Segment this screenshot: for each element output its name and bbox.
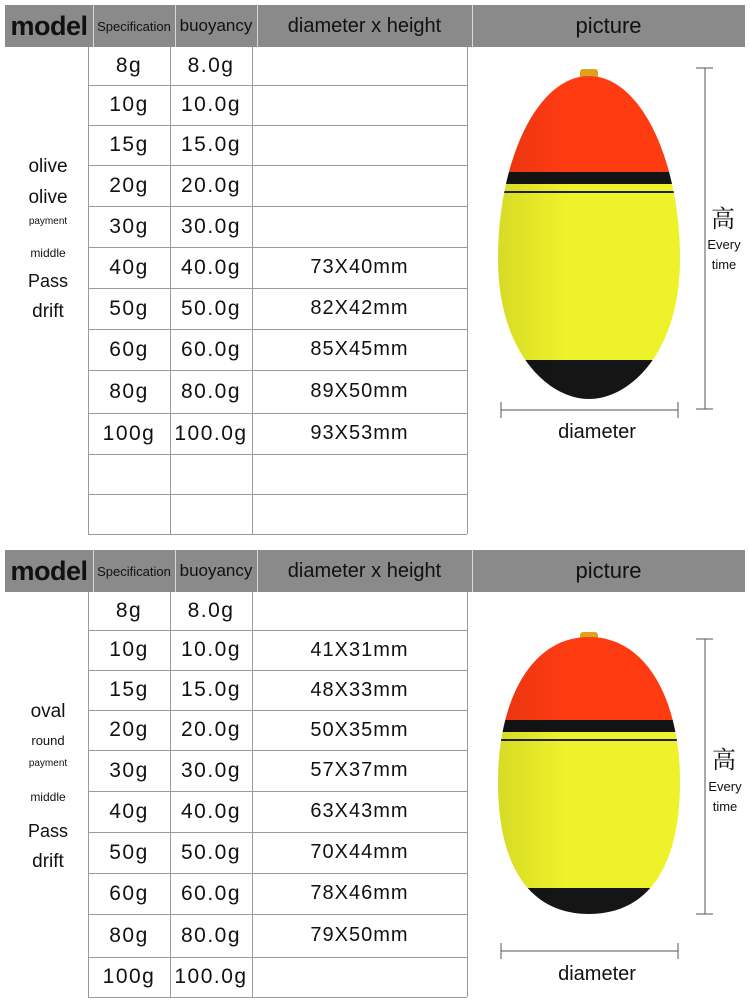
float-picture <box>468 592 745 1000</box>
cell-spec: 40g <box>109 255 149 279</box>
cell-spec: 80g <box>109 379 149 403</box>
header-model: model <box>10 10 88 41</box>
cell-buoyancy: 8.0g <box>187 599 235 622</box>
model-line: Pass <box>27 271 69 291</box>
model-name <box>8 157 88 332</box>
cell-buoyancy <box>170 494 252 534</box>
model-line: middle <box>30 790 66 804</box>
cell-spec: 10g <box>109 93 149 116</box>
height-label: Every <box>708 779 742 794</box>
cell-dim: 82X42mm <box>310 297 409 319</box>
cell-dim: 73X40mm <box>310 256 409 278</box>
height-label: Every <box>707 237 741 252</box>
model-line: Pass <box>27 821 69 841</box>
row-divider <box>88 534 467 535</box>
cell-buoyancy: 8.0g <box>187 54 235 77</box>
cell-dim: 89X50mm <box>310 380 409 402</box>
cell-buoyancy: 30.0g <box>180 758 242 782</box>
cell-dim: 70X44mm <box>310 841 409 863</box>
cell-dim: 57X37mm <box>310 759 409 781</box>
cell-buoyancy: 60.0g <box>180 337 242 361</box>
cell-spec: 8g <box>115 54 143 77</box>
cell-dim: 79X50mm <box>310 924 409 946</box>
cell-spec <box>88 454 170 494</box>
model-line: payment <box>28 216 68 227</box>
header-specification: Specification <box>97 563 171 579</box>
cell-spec: 15g <box>109 678 149 701</box>
column-divider <box>88 47 89 534</box>
cell-spec: 80g <box>109 923 149 947</box>
model-line: drift <box>32 301 64 322</box>
float-picture <box>468 47 745 467</box>
cell-spec: 30g <box>109 214 149 238</box>
table-section-olive <box>0 5 750 535</box>
cell-dim: 50X35mm <box>310 718 409 741</box>
model-line: middle <box>30 246 66 260</box>
oval-float-image <box>468 592 745 1000</box>
cell-dim: 41X31mm <box>310 638 409 661</box>
cell-dim <box>252 85 467 125</box>
height-label: time <box>712 799 738 814</box>
cell-buoyancy: 20.0g <box>180 173 242 197</box>
cell-spec: 30g <box>109 758 149 782</box>
cell-buoyancy: 30.0g <box>180 214 242 238</box>
model-line: payment <box>28 758 68 769</box>
cell-buoyancy: 100.0g <box>174 965 248 988</box>
cell-spec: 10g <box>109 638 149 661</box>
olive-float-image <box>468 47 745 467</box>
height-char: 高 <box>712 747 736 774</box>
cell-buoyancy: 15.0g <box>180 678 242 701</box>
cell-spec: 50g <box>109 296 149 320</box>
header-specification: Specification <box>97 18 171 34</box>
cell-buoyancy: 60.0g <box>180 881 242 905</box>
table-header <box>5 5 745 47</box>
model-line: drift <box>32 851 64 872</box>
model-line: oval <box>30 701 66 722</box>
cell-buoyancy: 80.0g <box>180 379 242 403</box>
cell-dim: 93X53mm <box>310 422 409 444</box>
cell-buoyancy: 80.0g <box>180 923 242 947</box>
diameter-label: diameter <box>558 963 636 985</box>
cell-buoyancy: 40.0g <box>180 799 242 823</box>
cell-spec: 20g <box>109 173 149 197</box>
cell-buoyancy: 20.0g <box>180 718 242 741</box>
cell-spec: 40g <box>109 799 149 823</box>
cell-dim: 48X33mm <box>310 678 409 701</box>
column-divider <box>170 47 171 534</box>
header-buoyancy: buoyancy <box>179 16 253 35</box>
cell-buoyancy: 50.0g <box>180 296 242 320</box>
height-label: time <box>711 257 737 272</box>
cell-dim <box>252 592 467 630</box>
cell-buoyancy: 10.0g <box>180 93 242 116</box>
column-divider <box>170 592 171 997</box>
header-diameter-height: diameter x height <box>287 14 442 37</box>
cell-spec: 50g <box>109 840 149 864</box>
cell-spec: 100g <box>102 965 156 988</box>
header-model: model <box>10 555 88 586</box>
model-line: olive <box>28 156 68 177</box>
cell-buoyancy: 50.0g <box>180 840 242 864</box>
header-diameter-height: diameter x height <box>287 559 442 582</box>
table-section-oval <box>0 550 750 1000</box>
cell-dim: 85X45mm <box>310 338 409 360</box>
cell-dim: 78X46mm <box>310 882 409 904</box>
header-picture: picture <box>575 13 642 38</box>
cell-dim <box>252 47 467 85</box>
header-buoyancy: buoyancy <box>179 561 253 580</box>
cell-buoyancy <box>170 454 252 494</box>
cell-spec: 60g <box>109 337 149 361</box>
column-divider <box>252 47 253 534</box>
cell-buoyancy: 15.0g <box>180 133 242 156</box>
header-picture: picture <box>575 558 642 583</box>
cell-spec: 15g <box>109 133 149 156</box>
cell-dim <box>252 125 467 165</box>
height-char: 高 <box>711 206 735 233</box>
model-line: round <box>31 733 65 748</box>
cell-buoyancy: 100.0g <box>174 421 248 445</box>
cell-dim <box>252 454 467 494</box>
cell-buoyancy: 10.0g <box>180 638 242 661</box>
table-header <box>5 550 745 592</box>
cell-dim <box>252 494 467 534</box>
cell-dim <box>252 206 467 247</box>
cell-dim <box>252 165 467 206</box>
cell-buoyancy: 40.0g <box>180 255 242 279</box>
cell-spec: 8g <box>115 599 143 622</box>
cell-spec <box>88 494 170 534</box>
column-divider <box>252 592 253 997</box>
cell-dim <box>252 957 467 997</box>
model-line: olive <box>28 187 68 208</box>
cell-dim: 63X43mm <box>310 800 409 822</box>
column-divider <box>88 592 89 997</box>
row-divider <box>88 997 467 998</box>
model-name <box>8 702 88 882</box>
diameter-label: diameter <box>558 421 636 443</box>
cell-spec: 20g <box>109 718 149 741</box>
cell-spec: 100g <box>102 421 156 445</box>
cell-spec: 60g <box>109 881 149 905</box>
